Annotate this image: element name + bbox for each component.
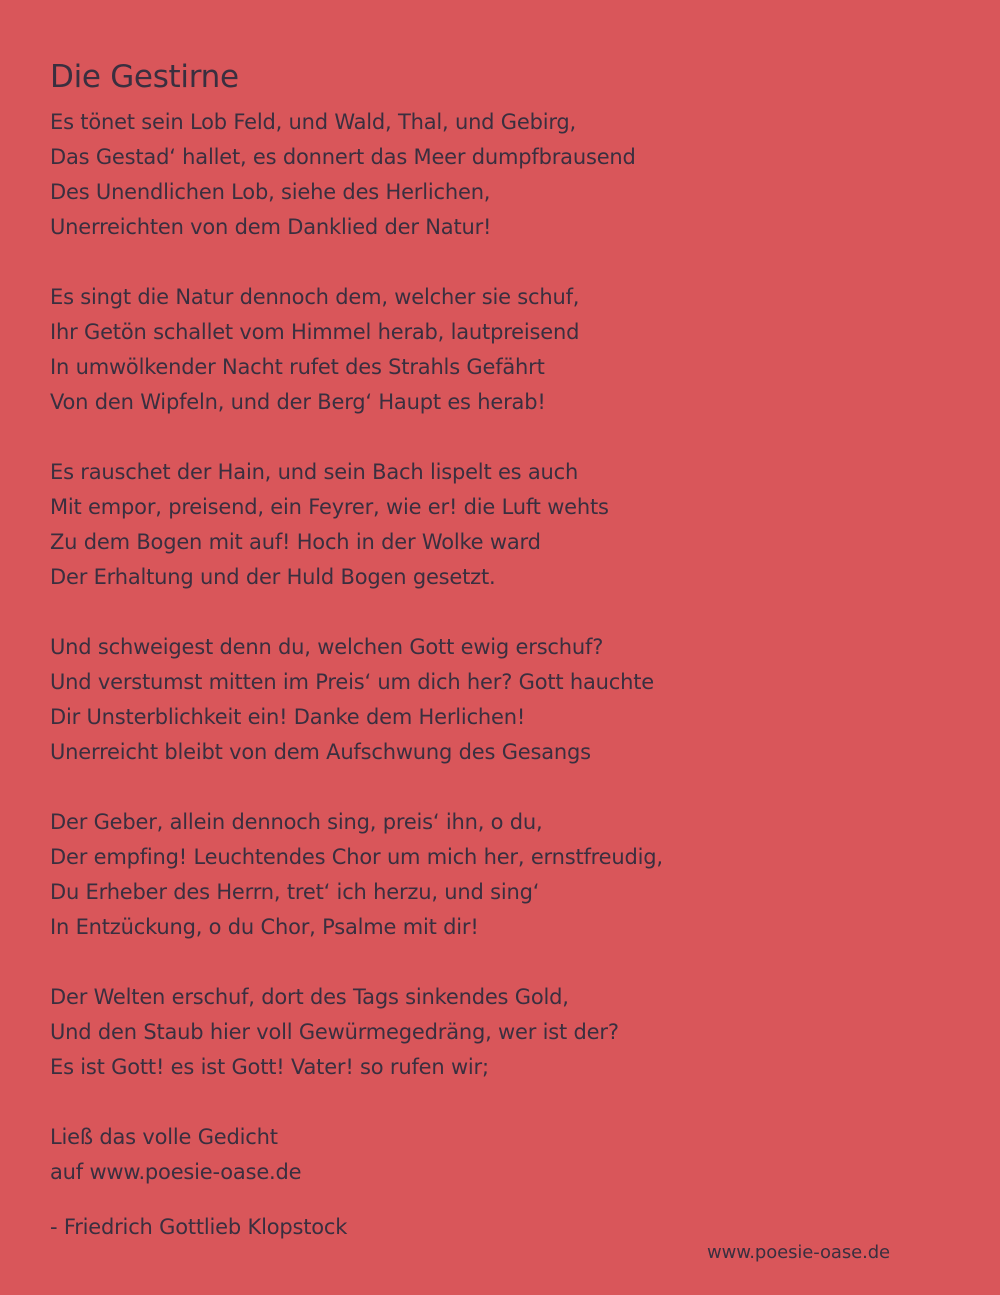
- poem-line: Unerreicht bleibt von dem Aufschwung des Gesangs: [50, 740, 591, 764]
- poem-line: Der empfing! Leuchtendes Chor um mich her, ernstfreudig,: [50, 845, 663, 869]
- poem-body: [50, 105, 950, 1085]
- poem-page: [50, 55, 950, 1245]
- poem-line: Zu dem Bogen mit auf! Hoch in der Wolke ward: [50, 530, 541, 554]
- stanza: [50, 280, 950, 420]
- stanza: [50, 805, 950, 945]
- poem-line: Das Gestad‘ hallet, es donnert das Meer dumpfbrausend: [50, 145, 636, 169]
- stanza: [50, 980, 950, 1085]
- poem-line: Und den Staub hier voll Gewürmegedräng, wer ist der?: [50, 1020, 619, 1044]
- stanza: [50, 630, 950, 770]
- poem-author: - Friedrich Gottlieb Klopstock: [50, 1215, 348, 1239]
- poem-line: Von den Wipfeln, und der Berg‘ Haupt es herab!: [50, 390, 546, 414]
- poem-line: Unerreichten von dem Danklied der Natur!: [50, 215, 492, 239]
- poem-line: Der Geber, allein dennoch sing, preis‘ ihn, o du,: [50, 810, 543, 834]
- poem-line: Es ist Gott! es ist Gott! Vater! so rufen wir;: [50, 1055, 489, 1079]
- poem-line: Es singt die Natur dennoch dem, welcher sie schuf,: [50, 285, 580, 309]
- poem-line: Des Unendlichen Lob, siehe des Herlichen,: [50, 180, 491, 204]
- poem-line: Ihr Getön schallet vom Himmel herab, lautpreisend: [50, 320, 580, 344]
- poem-title: Die Gestirne: [50, 59, 239, 95]
- poem-line: Mit empor, preisend, ein Feyrer, wie er! die Luft wehts: [50, 495, 609, 519]
- stanza: [50, 455, 950, 595]
- poem-line: Dir Unsterblichkeit ein! Danke dem Herlichen!: [50, 705, 526, 729]
- source-note-line: Ließ das volle Gedicht: [50, 1125, 278, 1149]
- poem-line: In Entzückung, o du Chor, Psalme mit dir!: [50, 915, 479, 939]
- poem-line: In umwölkender Nacht rufet des Strahls Gefährt: [50, 355, 545, 379]
- stanza: [50, 105, 950, 245]
- poem-line: Der Welten erschuf, dort des Tags sinkendes Gold,: [50, 985, 569, 1009]
- poem-line: Der Erhaltung und der Huld Bogen gesetzt.: [50, 565, 496, 589]
- poem-line: Es rauschet der Hain, und sein Bach lispelt es auch: [50, 460, 579, 484]
- poem-line: Es tönet sein Lob Feld, und Wald, Thal, und Gebirg,: [50, 110, 577, 134]
- poem-line: Und verstumst mitten im Preis‘ um dich her? Gott hauchte: [50, 670, 654, 694]
- poem-line: Du Erheber des Herrn, tret‘ ich herzu, und sing‘: [50, 880, 540, 904]
- poem-line: Und schweigest denn du, welchen Gott ewig erschuf?: [50, 635, 604, 659]
- footer-url: www.poesie-oase.de: [707, 1242, 890, 1263]
- source-note-line: auf www.poesie-oase.de: [50, 1160, 302, 1184]
- source-note: [50, 1120, 950, 1190]
